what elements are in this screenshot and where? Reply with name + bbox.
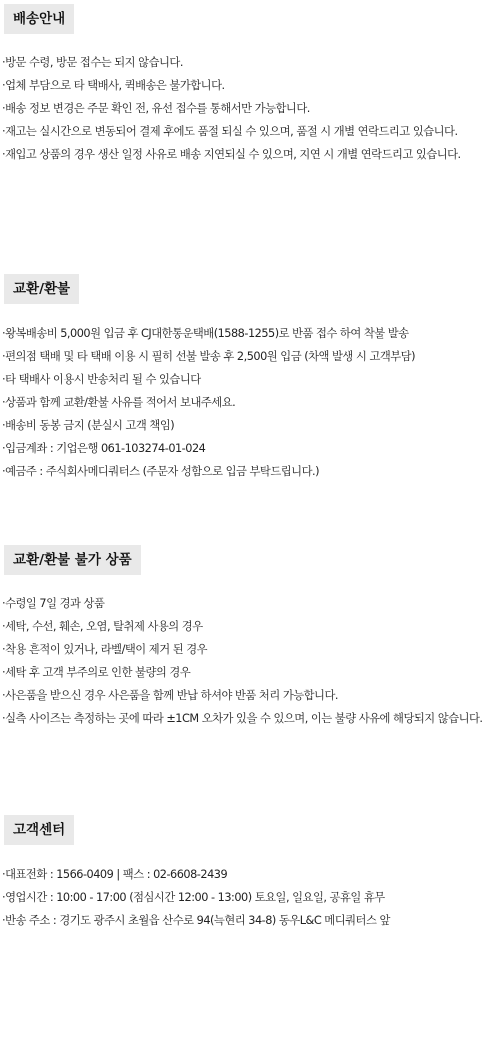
section-title-shipping: 배송안내	[4, 4, 74, 34]
list-item: ·편의점 택배 및 타 택배 이용 시 필히 선불 발송 후 2,500원 입금 (차액 발생 시 고객부담)	[2, 350, 416, 363]
list-item: ·입금계좌 : 기업은행 061-103274-01-024	[2, 442, 206, 455]
list-item: ·배송 정보 변경은 주문 확인 전, 유선 접수를 통해서만 가능합니다.	[2, 102, 310, 115]
list-item: ·왕복배송비 5,000원 입금 후 CJ대한통운택배(1588-1255)로 반품 접수 하여 착불 발송	[2, 327, 409, 340]
list-item: ·타 택배사 이용시 반송처리 될 수 있습니다	[2, 373, 201, 386]
customer-center-list	[2, 863, 492, 932]
list-item: ·수령일 7일 경과 상품	[2, 597, 105, 610]
list-item: ·세탁 후 고객 부주의로 인한 불량의 경우	[2, 666, 191, 679]
list-item: ·재고는 실시간으로 변동되어 결제 후에도 품절 되실 수 있으며, 품절 시 개별 연락드리고 있습니다.	[2, 125, 458, 138]
non-refundable-list	[2, 592, 492, 730]
list-item: ·방문 수령, 방문 접수는 되지 않습니다.	[2, 56, 183, 69]
list-item: ·재입고 상품의 경우 생산 일정 사유로 배송 지연되실 수 있으며, 지연 시 개별 연락드리고 있습니다.	[2, 148, 461, 161]
list-item: ·상품과 함께 교환/환불 사유를 적어서 보내주세요.	[2, 396, 236, 409]
list-item: ·실측 사이즈는 측정하는 곳에 따라 ±1CM 오차가 있을 수 있으며, 이는 불량 사유에 해당되지 않습니다.	[2, 712, 483, 725]
list-item: ·예금주 : 주식회사메디쿼터스 (주문자 성함으로 입금 부탁드립니다.)	[2, 465, 319, 478]
list-item: ·세탁, 수선, 훼손, 오염, 탈취제 사용의 경우	[2, 620, 203, 633]
exchange-refund-list	[2, 322, 492, 483]
list-item: ·대표전화 : 1566-0409 | 팩스 : 02-6608-2439	[2, 868, 228, 881]
list-item: ·사은품을 받으신 경우 사은품을 함께 반납 하셔야 반품 처리 가능합니다.	[2, 689, 338, 702]
shipping-info-list	[2, 51, 492, 166]
list-item: ·업체 부담으로 타 택배사, 퀵배송은 불가합니다.	[2, 79, 225, 92]
list-item: ·착용 흔적이 있거나, 라벨/택이 제거 된 경우	[2, 643, 208, 656]
section-title-exchange-refund: 교환/환불	[4, 274, 79, 304]
list-item: ·반송 주소 : 경기도 광주시 초월읍 산수로 94(늑현리 34-8) 동우L&C 메디쿼터스 앞	[2, 914, 390, 927]
section-title-customer-center: 고객센터	[4, 815, 74, 845]
section-title-non-refundable: 교환/환불 불가 상품	[4, 545, 141, 575]
list-item: ·영업시간 : 10:00 - 17:00 (점심시간 12:00 - 13:00) 토요일, 일요일, 공휴일 휴무	[2, 891, 385, 904]
list-item: ·배송비 동봉 금지 (분실시 고객 책임)	[2, 419, 175, 432]
